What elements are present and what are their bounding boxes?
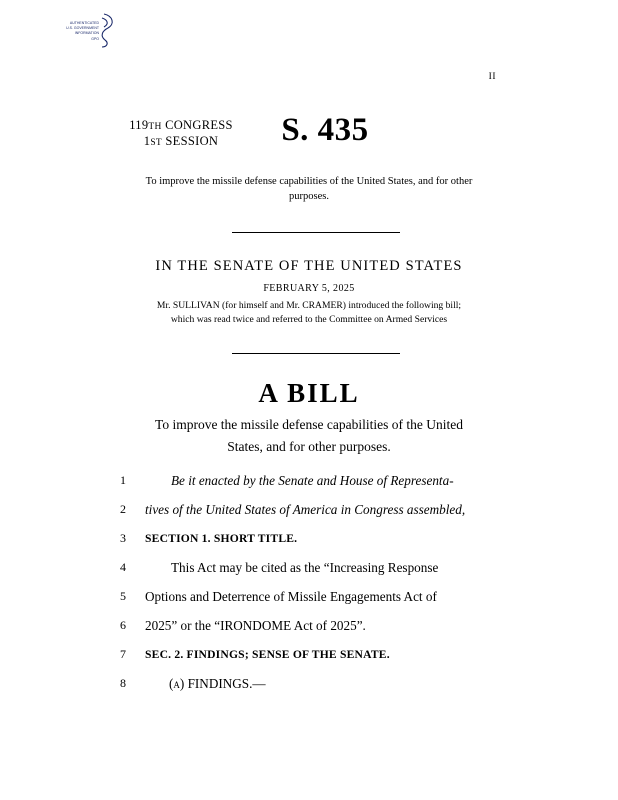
line-number: 6 bbox=[120, 618, 126, 632]
bill-subtitle-line-1: To improve the missile defense capabilities of the United bbox=[155, 417, 463, 432]
bill-line bbox=[0, 611, 618, 640]
line-text: SECTION 1. SHORT TITLE. bbox=[145, 532, 298, 545]
bill-line bbox=[0, 669, 618, 698]
bill-body bbox=[0, 466, 618, 698]
sponsor-line-1: Mr. SULLIVAN (for himself and Mr. CRAMER) introduced the following bill; bbox=[156, 300, 462, 311]
line-text: Options and Deterrence of Missile Engagements Act of bbox=[145, 589, 437, 604]
bill-number: S. 435 bbox=[281, 112, 369, 148]
bill-line bbox=[0, 524, 618, 553]
bill-line bbox=[0, 553, 618, 582]
line-number: 1 bbox=[120, 473, 126, 487]
bill-line bbox=[0, 495, 618, 524]
bill-line bbox=[0, 640, 618, 669]
seal-line-4: GPO bbox=[91, 37, 99, 41]
divider-rule-top bbox=[232, 232, 400, 233]
seal-line-3: INFORMATION bbox=[74, 31, 99, 35]
sponsor-block bbox=[104, 299, 514, 326]
introduction-date: FEBRUARY 5, 2025 bbox=[263, 283, 355, 294]
divider-rule-bottom bbox=[232, 353, 400, 354]
line-number: 8 bbox=[120, 676, 126, 690]
gpo-authentication-seal-icon bbox=[58, 10, 122, 50]
line-number: 7 bbox=[120, 647, 126, 661]
session-line: 1ST SESSION bbox=[143, 133, 219, 148]
line-text: Be it enacted by the Senate and House of Representa- bbox=[171, 473, 454, 488]
line-text: This Act may be cited as the “Increasing Response bbox=[171, 560, 439, 575]
seal-line-1: AUTHENTICATED bbox=[69, 21, 99, 25]
line-number: 4 bbox=[120, 560, 126, 574]
bill-subtitle-line-2: States, and for other purposes. bbox=[227, 438, 391, 454]
line-text: tives of the United States of America in Congress assembled, bbox=[145, 502, 466, 517]
line-number: 5 bbox=[120, 589, 126, 603]
line-number: 3 bbox=[120, 531, 126, 545]
bill-line bbox=[0, 466, 618, 495]
line-text: SEC. 2. FINDINGS; SENSE OF THE SENATE. bbox=[145, 648, 390, 661]
a-bill-heading: A BILL bbox=[258, 378, 360, 408]
sponsor-line-2: which was read twice and referred to the Committee on Armed Services bbox=[170, 313, 448, 325]
line-text: (a) FINDINGS.— bbox=[169, 676, 266, 691]
bill-line bbox=[0, 582, 618, 611]
chamber-heading: IN THE SENATE OF THE UNITED STATES bbox=[155, 258, 463, 274]
page-folio: II bbox=[488, 72, 496, 82]
congress-session-block bbox=[122, 118, 240, 150]
bill-subtitle bbox=[118, 414, 500, 458]
long-title: To improve the missile defense capabilities of the United States, and for other purposes. bbox=[145, 176, 473, 202]
line-number: 2 bbox=[120, 502, 126, 516]
seal-line-2: U.S. GOVERNMENT bbox=[66, 26, 99, 30]
line-text: 2025” or the “IRONDOME Act of 2025”. bbox=[145, 618, 366, 633]
congress-line: 119TH CONGRESS bbox=[129, 118, 233, 132]
